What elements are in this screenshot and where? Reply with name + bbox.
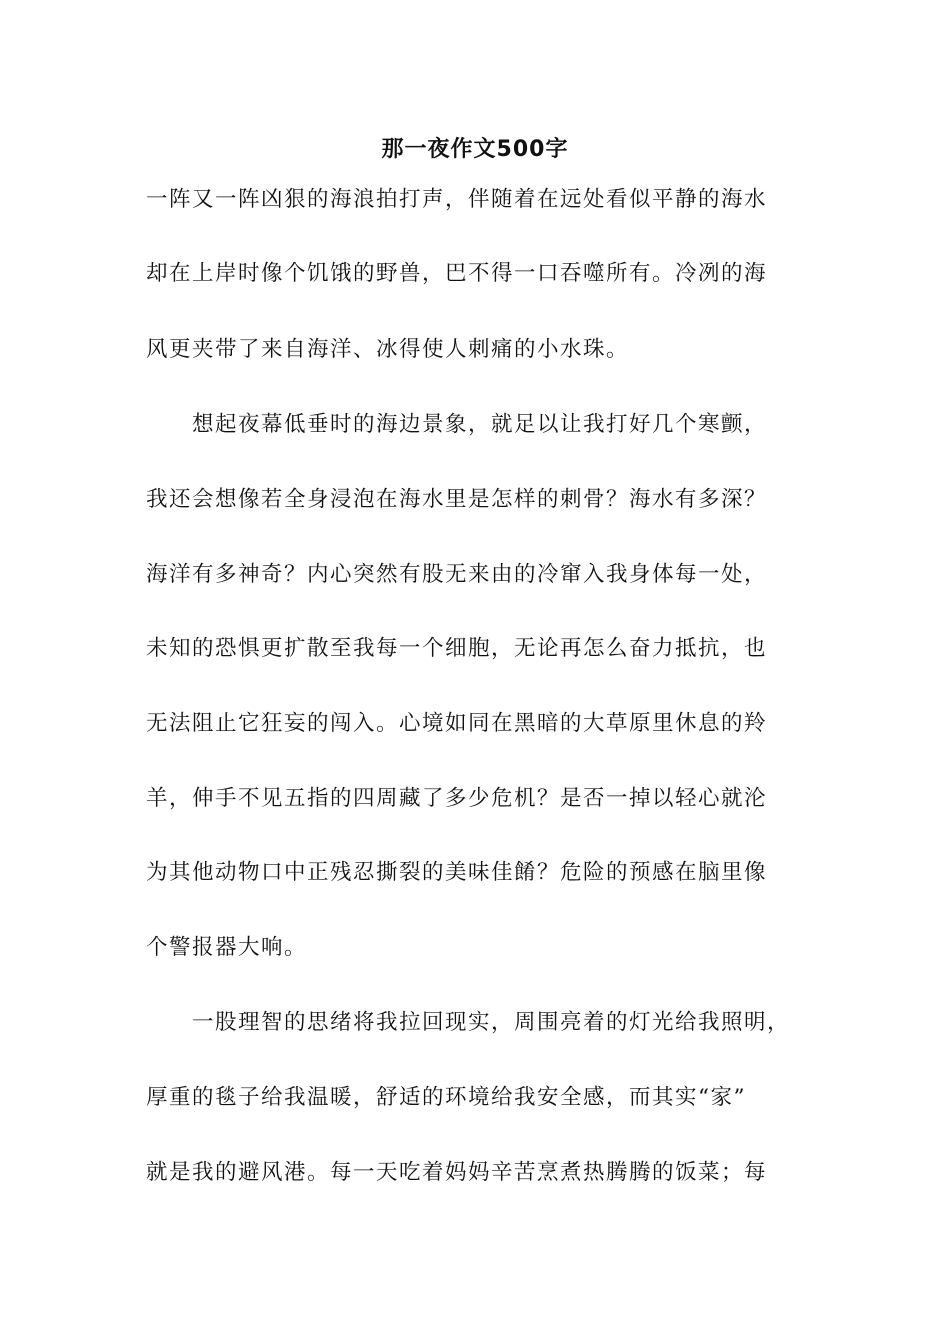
text-line: 海洋有多神奇？内心突然有股无来由的冷窜入我身体每一处，: [146, 562, 768, 587]
text-line: 风更夹带了来自海洋、冰得使人刺痛的小水珠。: [146, 337, 630, 362]
text-line: 无法阻止它狂妄的闯入。心境如同在黑暗的大草原里休息的羚: [146, 711, 768, 736]
text-line: 为其他动物口中正残忍撕裂的美味佳餚？危险的预感在脑里像: [146, 860, 768, 885]
text-line: 想起夜幕低垂时的海边景象，就足以让我打好几个寒颤，: [146, 412, 768, 437]
text-line: 却在上岸时像个饥饿的野兽，巴不得一口吞噬所有。冷冽的海: [146, 261, 768, 286]
document-title: 那一夜作文500字: [381, 137, 569, 162]
text-line: 个警报器大响。: [146, 935, 308, 960]
text-line: 我还会想像若全身浸泡在海水里是怎样的刺骨？海水有多深？: [146, 487, 768, 512]
text-line: 羊，伸手不见五指的四周藏了多少危机？是否一掉以轻心就沦: [146, 786, 768, 811]
text-line: 一阵又一阵凶狠的海浪拍打声，伴随着在远处看似平静的海水: [146, 187, 768, 212]
text-line: 厚重的毯子给我温暖，舒适的环境给我安全感，而其实“家”: [146, 1085, 746, 1110]
text-line: 未知的恐惧更扩散至我每一个细胞，无论再怎么奋力抵抗，也: [146, 636, 768, 661]
text-line: 就是我的避风港。每一天吃着妈妈辛苦烹煮热腾腾的饭菜；每: [146, 1160, 768, 1185]
text-line: 一股理智的思绪将我拉回现实，周围亮着的灯光给我照明，: [146, 1010, 791, 1035]
